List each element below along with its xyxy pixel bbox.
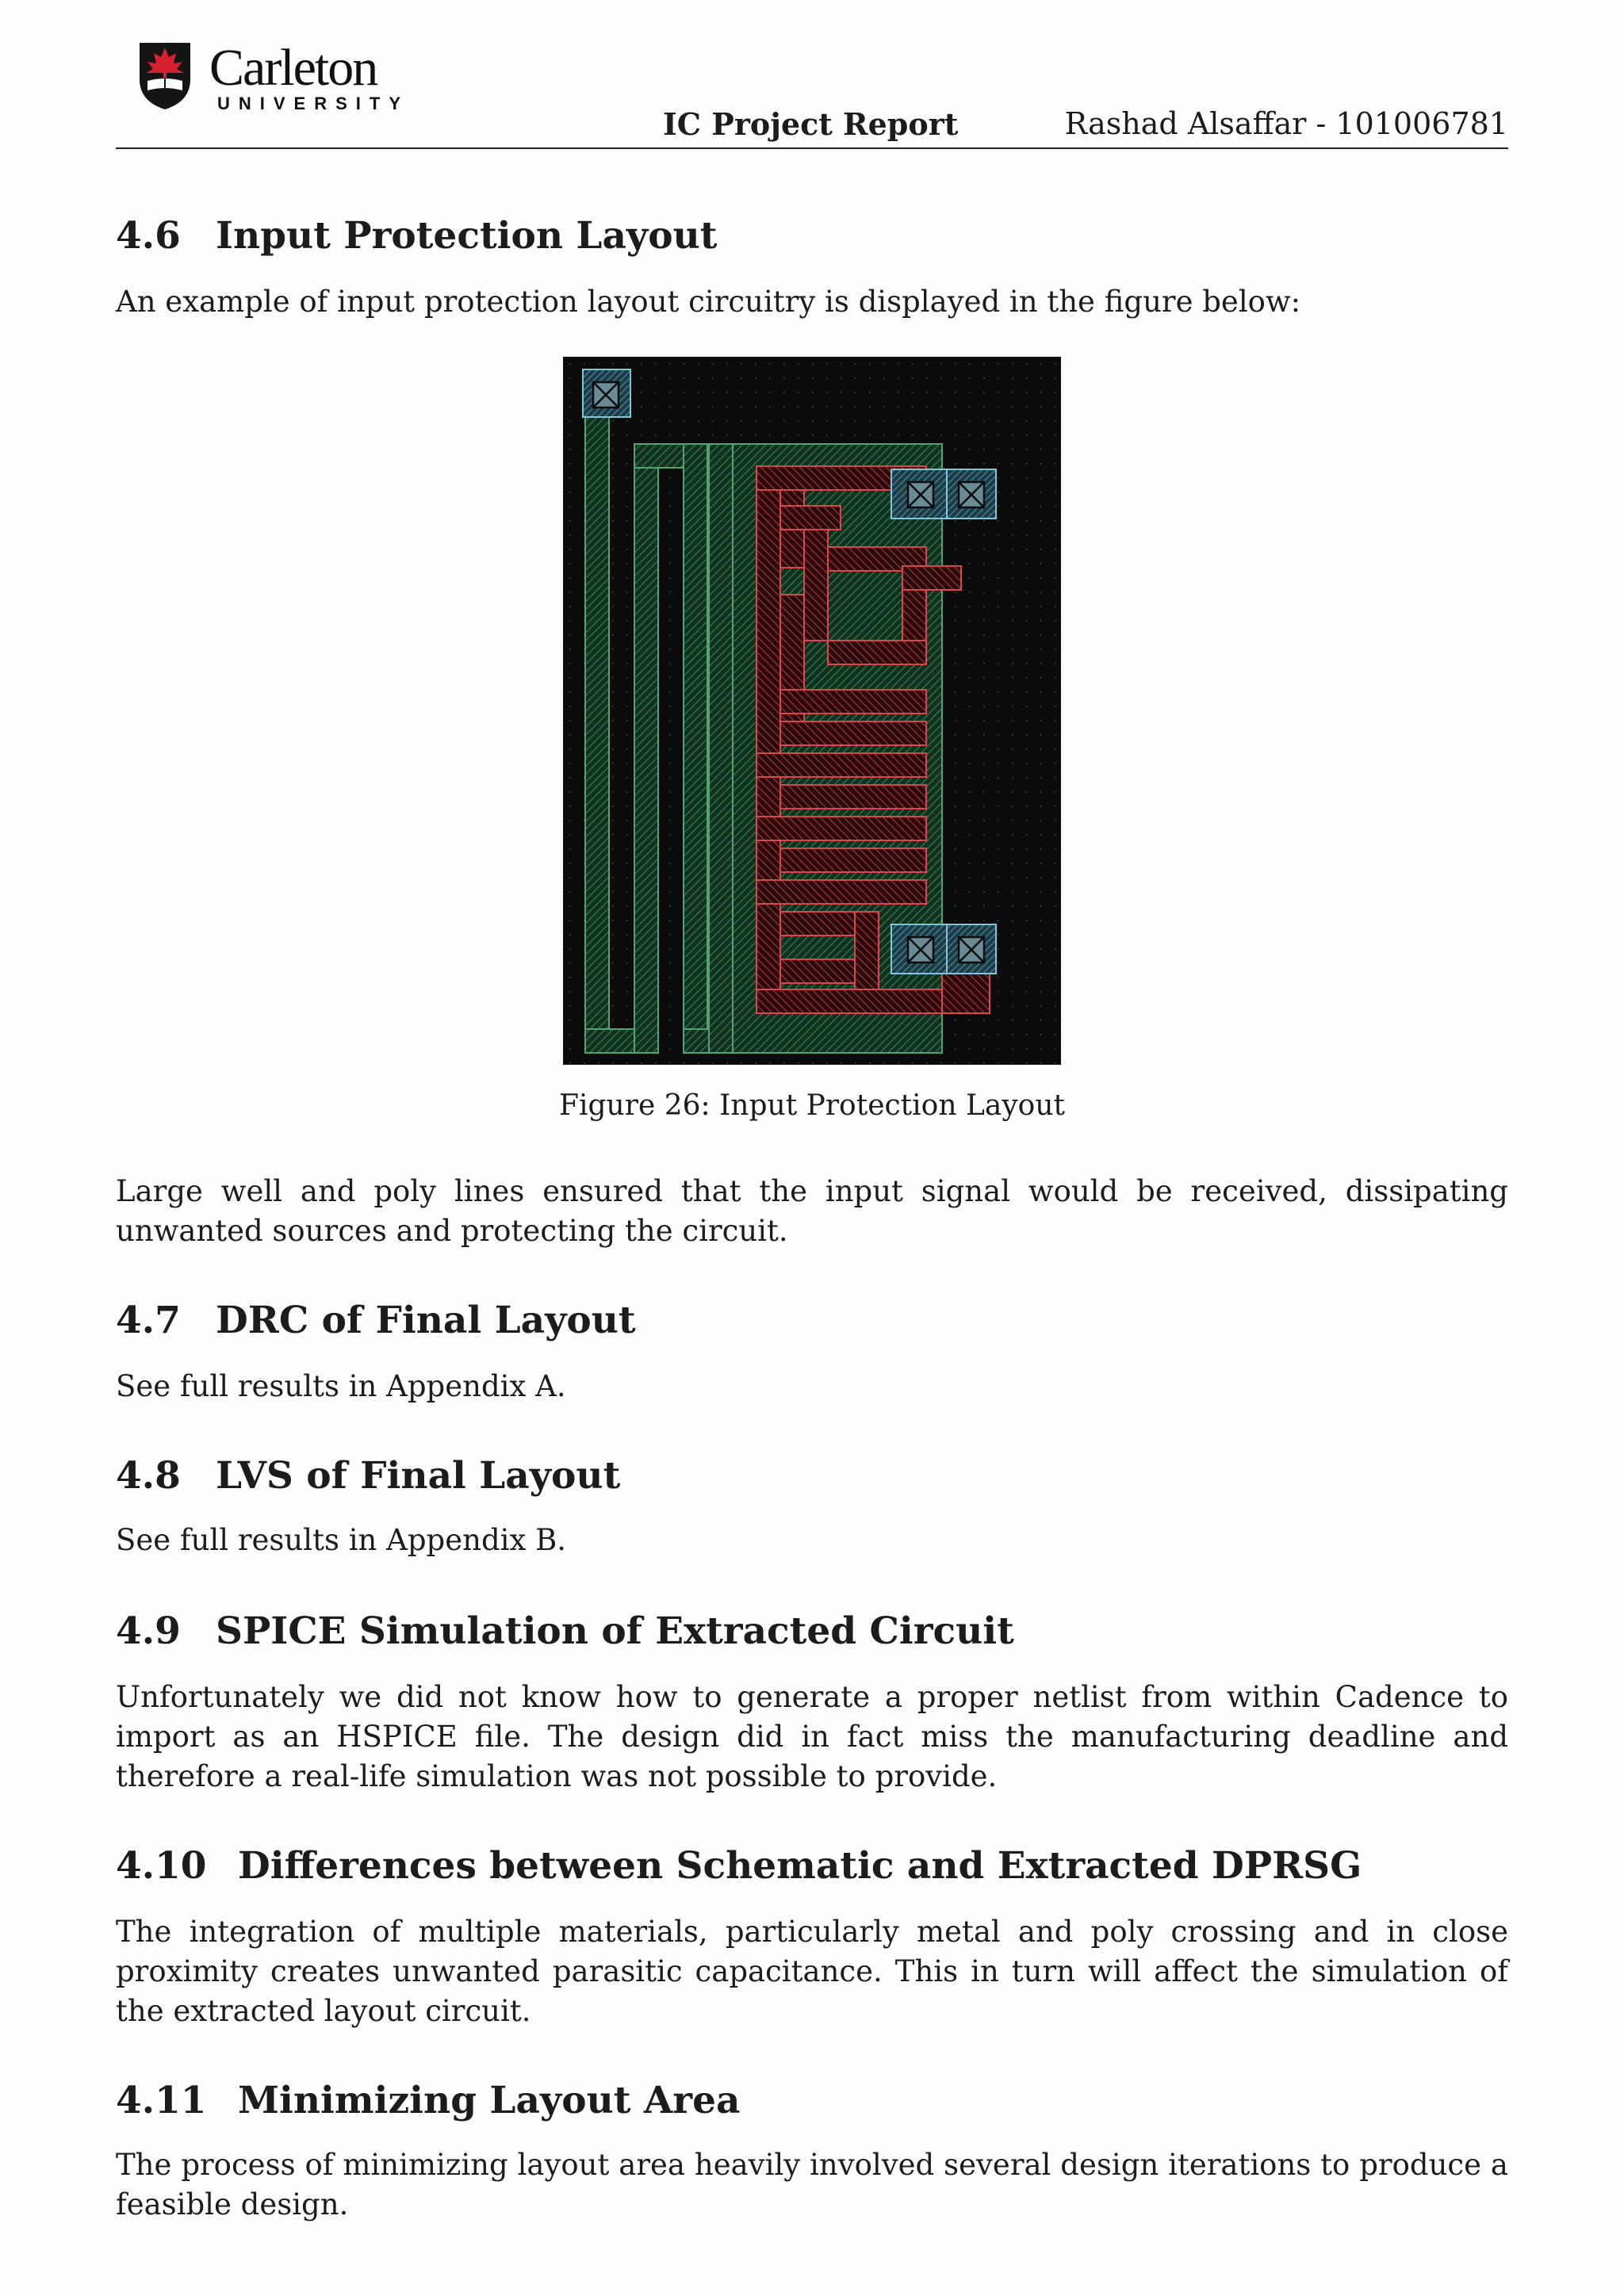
section-body: See full results in Appendix A. bbox=[116, 1369, 566, 1403]
header-author: Rashad Alsaffar - 101006781 bbox=[1064, 106, 1508, 141]
section-title: Minimizing Layout Area bbox=[238, 2079, 741, 2122]
section-number: 4.6 bbox=[116, 214, 181, 258]
section-body: An example of input protection layout circuitry is displayed in the figure below: bbox=[116, 285, 1301, 319]
section-number: 4.9 bbox=[116, 1609, 181, 1653]
layout-drawing bbox=[563, 357, 1061, 1065]
section-number: 4.8 bbox=[116, 1454, 181, 1498]
section-number: 4.10 bbox=[116, 1844, 207, 1888]
section-body: The integration of multiple materials, particularly metal and poly crossing and in close proximity creates unwanted parasitic capacitance. This in turn will affect the simulation of the extracted layout circuit. bbox=[116, 1915, 1508, 2028]
layout-figure bbox=[563, 357, 1061, 1065]
section-body: Unfortunately we did not know how to generate a proper netlist from within Cadence to import as an HSPICE file. The design did in fact miss the manufacturing deadline and therefore a real-life simulation was not possible to provide. bbox=[116, 1680, 1508, 1793]
section-body: The process of minimizing layout area heavily involved several design iterations to produce a feasible design. bbox=[116, 2148, 1508, 2221]
section-heading bbox=[116, 1299, 636, 1342]
section-title: SPICE Simulation of Extracted Circuit bbox=[216, 1609, 1014, 1653]
logo-subtitle: UNIVERSITY bbox=[217, 94, 410, 113]
header-title: IC Project Report bbox=[663, 106, 959, 142]
figure-description: Large well and poly lines ensured that the input signal would be received, dissipating unwanted sources and protecting the circuit. bbox=[116, 1174, 1508, 1248]
section-number: 4.7 bbox=[116, 1299, 181, 1342]
section-heading bbox=[116, 1844, 1362, 1888]
section-heading bbox=[116, 2079, 740, 2122]
section-body: See full results in Appendix B. bbox=[116, 1523, 567, 1557]
section-heading bbox=[116, 1454, 620, 1498]
section-heading bbox=[116, 214, 717, 258]
section-title: Differences between Schematic and Extracted DPRSG bbox=[238, 1844, 1362, 1888]
figure-caption: Figure 26: Input Protection Layout bbox=[559, 1089, 1065, 1122]
university-logo bbox=[136, 40, 422, 116]
header-rule bbox=[116, 147, 1508, 149]
section-title: DRC of Final Layout bbox=[216, 1299, 636, 1342]
section-heading bbox=[116, 1609, 1014, 1653]
section-number: 4.11 bbox=[116, 2079, 207, 2122]
logo-wordmark: Carleton bbox=[209, 39, 377, 97]
section-title: LVS of Final Layout bbox=[216, 1454, 621, 1498]
crest-icon bbox=[136, 40, 193, 111]
section-title: Input Protection Layout bbox=[216, 214, 718, 258]
